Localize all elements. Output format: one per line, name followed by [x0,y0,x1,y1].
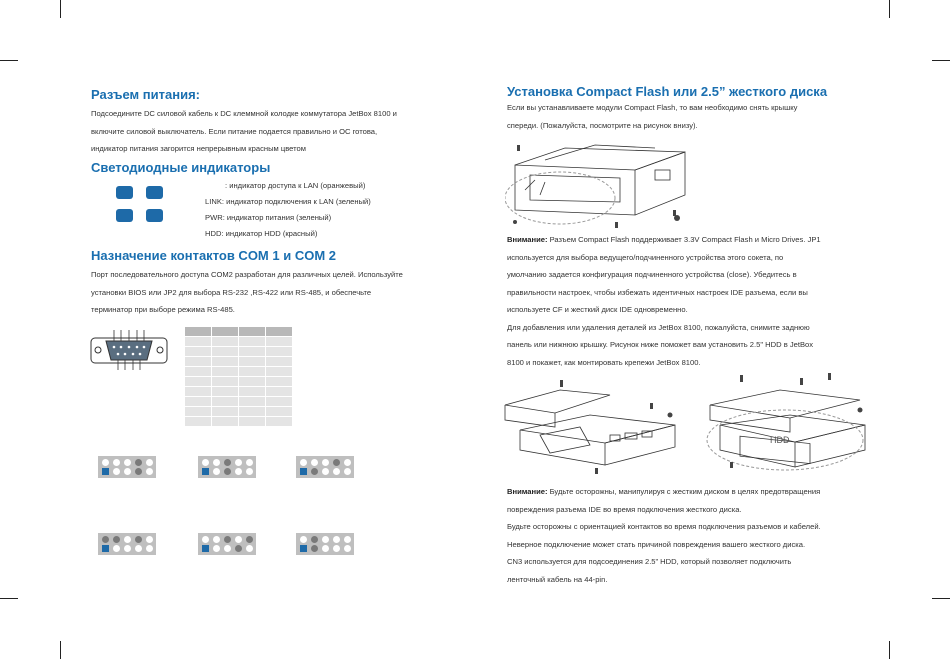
table-header-row [185,327,293,337]
pin-icon [213,545,220,552]
led-icon [146,186,163,199]
text-line: Если вы устанавливаете модули Compact Flash, то вам необходимо снять крышку [507,103,798,112]
db9-connector-icon [89,328,169,372]
hdd-install-illustration-right [700,370,875,475]
pin-icon [344,459,351,466]
text-line: спереди. (Пожалуйста, посмотрите на рисунок внизу). [507,120,698,130]
pin-icon [300,536,307,543]
pin-icon [146,459,153,466]
power-title: Разъем питания: [91,87,200,102]
pin-icon [246,468,253,475]
note2-label: Внимание: [507,487,548,496]
pin-icon [224,468,231,475]
pin-icon [246,536,253,543]
pin-icon [333,536,340,543]
text-line: умолчанию задается конфигурация подчиненного устройства (close). Убедитесь в [507,270,797,279]
pin-icon [124,468,131,475]
com-text [91,266,471,319]
crop-mark [60,0,61,18]
pin-icon [224,545,231,552]
text-line: индикатор питания загорится непрерывным красным цветом [91,144,306,153]
jumper-header-icon [198,533,256,555]
pin-icon [235,545,242,552]
crop-mark [889,0,890,18]
jumper-header-icon [198,456,256,478]
table-row [185,417,293,427]
text-line: Неверное подключение может стать причиной повреждения вашего жесткого диска. [507,539,806,549]
pin-icon [113,459,120,466]
pin-icon [113,468,120,475]
note1-text [507,231,887,371]
pin1-marker-icon [202,545,209,552]
text-line: включите силовой выключатель. Если питание подается правильно и ОС готова, [91,126,378,136]
table-row [185,377,293,387]
pin-icon [235,468,242,475]
table-row [185,357,293,367]
pin-icon [311,459,318,466]
hdd-label: HDD [770,435,790,445]
crop-mark [889,641,890,659]
pin-icon [344,536,351,543]
text-line: правильности настроек, чтобы избежать идентичных настроек IDE разъема, если вы [507,287,808,297]
text-line: ленточный кабель на 44-pin. [507,574,608,584]
led-icon [116,209,133,222]
pin-icon [135,545,142,552]
pin-icon [333,545,340,552]
pin-icon [135,468,142,475]
pin-icon [102,459,109,466]
pin-icon [146,545,153,552]
pin-table [184,326,293,427]
pin1-marker-icon [102,468,109,475]
crop-mark [0,60,18,61]
cf-title: Установка Compact Flash или 2.5” жесткого диска [507,84,828,99]
crop-mark [932,598,950,599]
led-link-text: LINK: индикатор подключения к LAN (зеленый) [205,197,371,206]
pin-icon [322,459,329,466]
note1-label: Внимание: [507,235,548,244]
table-row [185,367,293,377]
pin-icon [322,545,329,552]
crop-mark [60,641,61,659]
pin-icon [311,545,318,552]
pin1-marker-icon [300,468,307,475]
pin-icon [124,536,131,543]
cf-text [507,99,887,134]
table-row [185,347,293,357]
text-line: CN3 используется для подсоединения 2.5” HDD, который позволяет подключить [507,557,792,566]
led-icon [116,186,133,199]
pin-icon [102,536,109,543]
crop-mark [0,598,18,599]
text-line: Для добавления или удаления деталей из JetBox 8100, пожалуйста, снимите заднюю [507,322,810,332]
jumper-header-icon [296,533,354,555]
pin-icon [333,459,340,466]
pin-icon [300,459,307,466]
led-hdd-text: HDD: индикатор HDD (красный) [205,229,318,238]
text-line: Подсоедините DC силовой кабель к DC клеммной колодке коммутатора JetBox 8100 и [91,109,397,118]
pin-icon [213,536,220,543]
pin-icon [202,536,209,543]
led-pwr-text: PWR: индикатор питания (зеленый) [205,213,332,222]
pin1-marker-icon [102,545,109,552]
jumper-header-icon [98,533,156,555]
jumper-header-icon [98,456,156,478]
text-line: установки BIOS или JP2 для выбора RS-232 ,RS-422 или RS-485, и обеспечьте [91,287,372,297]
pin-icon [213,459,220,466]
hdd-install-illustration-left [500,375,690,475]
pin-icon [224,536,231,543]
pin-icon [124,545,131,552]
table-row [185,407,293,417]
table-row [185,337,293,347]
pin1-marker-icon [300,545,307,552]
pin-icon [344,468,351,475]
pin-icon [235,536,242,543]
pin-icon [135,459,142,466]
pin-icon [311,536,318,543]
text-line: используете CF и жесткий диск IDE одновременно. [507,305,688,314]
led-icon [146,209,163,222]
pin-icon [333,468,340,475]
pin-icon [322,468,329,475]
pin-icon [235,459,242,466]
text-line: используется для выбора ведущего/подчиненного устройства этого сокета, по [507,252,784,262]
text-line: Порт последовательного доступа COM2 разработан для различных целей. Используйте [91,270,403,279]
crop-mark [932,60,950,61]
pin-icon [213,468,220,475]
pin-icon [124,459,131,466]
pin-icon [146,536,153,543]
pin-icon [311,468,318,475]
leds-title: Светодиодные индикаторы [91,160,271,175]
pin-icon [146,468,153,475]
note2-text [507,483,887,588]
pin-icon [344,545,351,552]
pin-icon [322,536,329,543]
pin-icon [246,459,253,466]
pin-icon [224,459,231,466]
pin-icon [202,459,209,466]
text-line: панель или нижнюю крышку. Рисунок ниже поможет вам установить 2.5" HDD в JetBox [507,340,814,349]
pin-icon [246,545,253,552]
cf-install-illustration [505,140,695,230]
pin-icon [135,536,142,543]
text-line: Будьте осторожны, манипулируя с жестким диском в целях предотвращения [547,487,821,496]
pin-icon [113,545,120,552]
text-line: повреждения разъема IDE во время подключения жесткого диска. [507,504,742,514]
table-row [185,387,293,397]
text-line: Будьте осторожны с ориентацией контактов во время подключения разъемов и кабелей. [507,522,821,531]
jumper-header-icon [296,456,354,478]
text-line: терминатор при выборе режима RS-485. [91,305,235,314]
table-row [185,397,293,407]
led-lan-text: : индикатор доступа к LAN (оранжевый) [225,181,366,190]
power-text [91,105,471,158]
com-title: Назначение контактов COM 1 и COM 2 [91,248,336,263]
text-line: Разъем Compact Flash поддерживает 3.3V Compact Flash и Micro Drives. JP1 [547,235,821,244]
text-line: 8100 и покажет, как монтировать крепежи JetBox 8100. [507,357,701,367]
pin1-marker-icon [202,468,209,475]
pin-icon [113,536,120,543]
